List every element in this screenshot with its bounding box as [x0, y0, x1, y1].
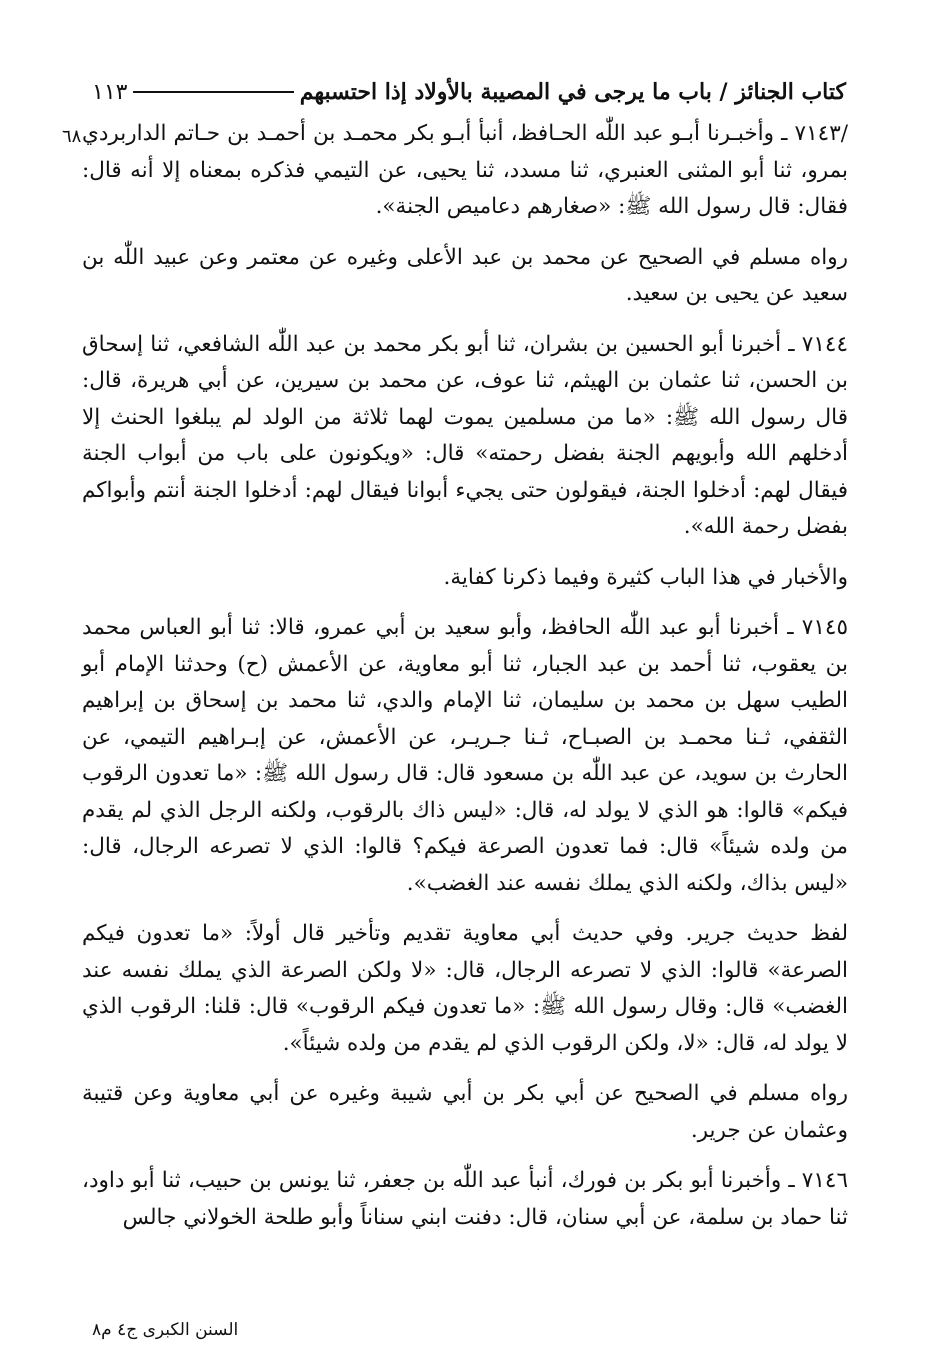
paragraph-commentary: والأخبار في هذا الباب كثيرة وفيما ذكرنا كفاية.: [443, 564, 848, 590]
body-text: [82, 116, 848, 1250]
paragraph-narration-note: رواه مسلم في الصحيح عن محمد بن عبد الأعلى وغيره عن معتمر وعن عبيد اللّٰه بن سعيد عن يحيى بن سعيد.: [82, 244, 848, 306]
header-title: كتاب الجنائز / باب ما يرجى في المصيبة بالأولاد إذا احتسبهم: [299, 79, 846, 105]
paragraph-wording-note: لفظ حديث جرير. وفي حديث أبي معاوية تقديم وتأخير قال أولاً: «ما تعدون فيكم الصرعة» قالوا: الذي لا تصرعه الرجال، قال: «لا ولكن الصرعة الذي يملك نفسه عند الغضب» قال: وقال رسول الله ﷺ: «ما تعدون فيكم الرقوب» قال: قلنا: الرقوب الذي لا يولد له، قال: «لا، ولكن الرقوب الذي لم يقدم من ولده شيئاً».: [82, 921, 848, 1056]
paragraph-hadith-7144: ٧١٤٤ ـ أخبرنا أبو الحسين بن بشران، ثنا أبو بكر محمد بن عبد اللّٰه الشافعي، ثنا إسحاق بن الحسن، ثنا عثمان بن الهيثم، ثنا عوف، عن محمد بن سيرين، عن أبي هريرة، قال: قال رسول الله ﷺ: «ما من مسلمين يموت لهما ثلاثة من الولد لم يبلغوا الحنث إلا أدخلهم الله وأبويهم الجنة بفضل رحمته» قال: «ويكونون على باب من أبواب الجنة فيقال لهم: أدخلوا الجنة، فيقولون حتى يجيء أبوانا فيقال لهم: أدخلوا الجنة أنتم وأبواكم بفضل رحمة الله».: [82, 331, 848, 539]
page-number: ١١٣: [92, 79, 128, 105]
paragraph-hadith-7146: ٧١٤٦ ـ وأخبرنا أبو بكر بن فورك، أنبأ عبد اللّٰه بن جعفر، ثنا يونس بن حبيب، ثنا أبو داود، ثنا حماد بن سلمة، عن أبي سنان، قال: دفنت ابني سناناً وأبو طلحة الخولاني جالس: [82, 1168, 848, 1230]
header-rule: [133, 91, 293, 93]
paragraph-hadith-7143: /٧١٤٣ ـ وأخبـرنا أبـو عبد اللّٰه الحـافظ، أنبأ أبـو بكر محمـد بن أحمـد بن حـاتم الداربردي بمرو، ثنا أبو المثنى العنبري، ثنا مسدد، ثنا يحيى، عن التيمي فذكره بمعناه إلا أنه قال: فقال: قال رسول الله ﷺ: «صغارهم دعاميص الجنة».: [82, 121, 848, 219]
paragraph-narration-note-2: رواه مسلم في الصحيح عن أبي بكر بن أبي شيبة وغيره عن أبي معاوية وعن قتيبة وعثمان عن جرير.: [82, 1081, 848, 1143]
paragraph-hadith-7145: ٧١٤٥ ـ أخبرنا أبو عبد اللّٰه الحافظ، وأبو سعيد بن أبي عمرو، قالا: ثنا أبو العباس محمد بن يعقوب، ثنا أحمد بن عبد الجبار، ثنا أبو معاوية، عن الأعمش (ح) وحدثنا الإمام أبو الطيب سهل بن محمد بن سليمان، ثنا الإمام والدي، ثنا محمد بن إسحاق بن إبراهيم الثقفي، ثـنا محمـد بن الصبـاح، ثـنا جـريـر، عن الأعمش، عن إبـراهيم التيمي، عن الحارث بن سويد، عن عبد اللّٰه بن مسعود قال: قال رسول الله ﷺ: «ما تعدون الرقوب فيكم» قالوا: هو الذي لا يولد له، قال: «ليس ذاك بالرقوب، ولكنه الرجل الذي لم يقدم من ولده شيئاً» قال: فما تعدون الصرعة فيكم؟ قالوا: الذي لا تصرعه الرجال، قال: «ليس بذاك، ولكنه الذي يملك نفسه عند الغضب».: [82, 615, 848, 896]
margin-note: ٦٨: [62, 126, 82, 147]
running-header: [92, 74, 846, 110]
footer-signature: السنن الكبرى ج٤ م٨: [92, 1320, 239, 1340]
